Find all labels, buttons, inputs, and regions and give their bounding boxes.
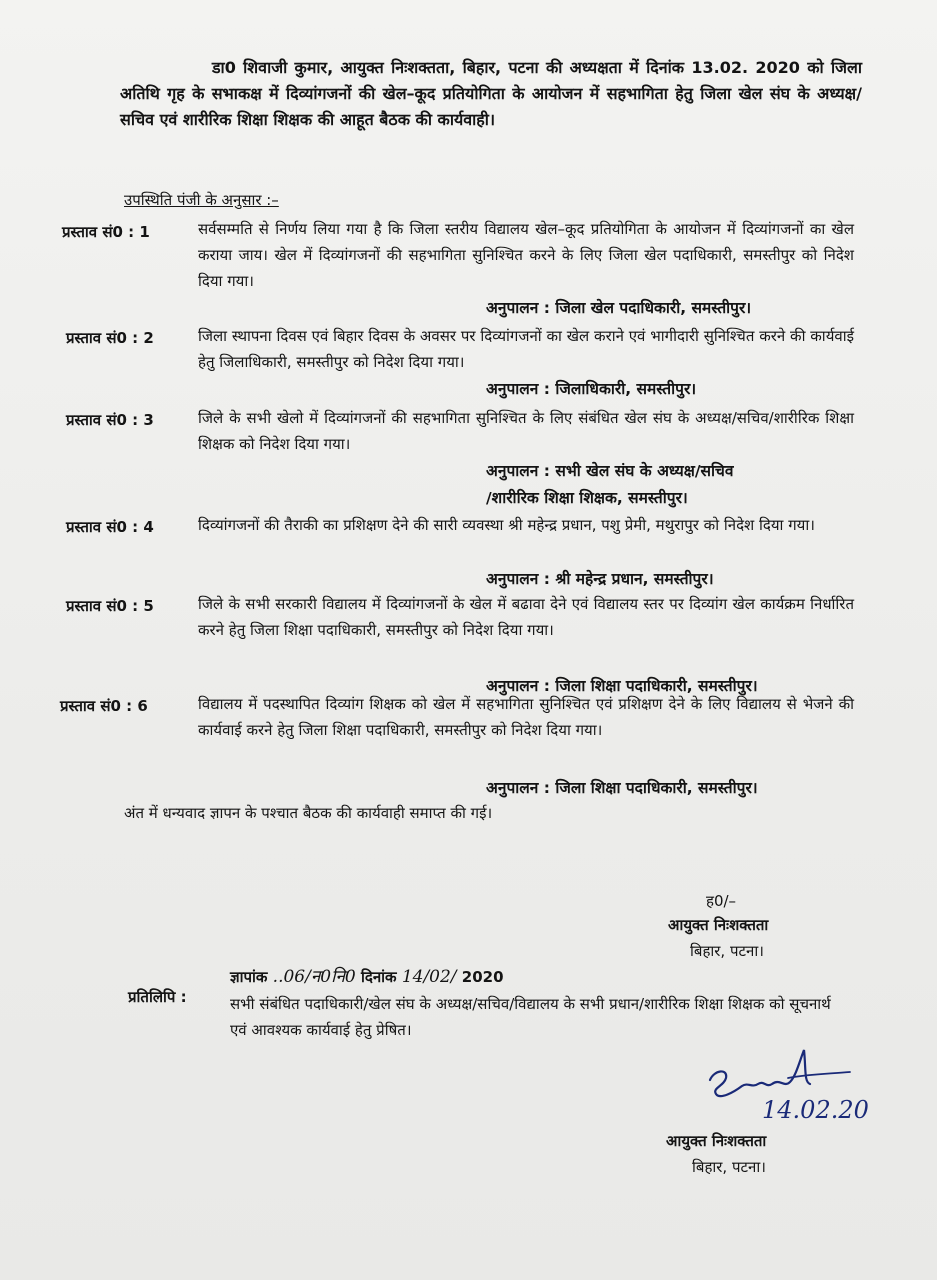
resolution-label: प्रस्ताव सं0 : 4	[66, 518, 154, 536]
signatory-place: बिहार, पटना।	[690, 942, 764, 960]
memo-number-label: ज्ञापांक	[230, 968, 268, 986]
resolution-text: विद्यालय में पदस्थापित दिव्यांग शिक्षक को खेल में सहभागिता सुनिश्चित एवं प्रशिक्षण देने के लिए विद्यालय से भेजने की कार्यवाई करने हेतु जिला शिक्षा पदाधिकारी, समस्तीपुर को निदेश दिया गया।	[198, 695, 854, 739]
memo-line	[230, 964, 504, 987]
compliance-line: अनुपालन : जिला शिक्षा पदाधिकारी, समस्तीपुर।	[486, 677, 758, 695]
handwritten-signature	[700, 1038, 890, 1128]
footer-signatory-place: बिहार, पटना।	[692, 1158, 766, 1176]
resolution-text: जिला स्थापना दिवस एवं बिहार दिवस के अवसर पर दिव्यांगजनों का खेल कराने एवं भागीदारी सुनिश्चित करने की कार्यवाई हेतु जिलाधिकारी, समस्तीपुर को निदेश दिया गया।	[198, 327, 854, 371]
memo-date-label: दिनांक	[360, 968, 397, 986]
resolution-label: प्रस्ताव सं0 : 5	[66, 597, 154, 615]
memo-date: 14/02/	[401, 967, 457, 987]
compliance-line: अनुपालन : जिला खेल पदाधिकारी, समस्तीपुर।	[486, 299, 752, 317]
compliance-line-cont: /शारीरिक शिक्षा शिक्षक, समस्तीपुर।	[486, 489, 688, 507]
resolution-text: दिव्यांगजनों की तैराकी का प्रशिक्षण देने की सारी व्यवस्था श्री महेन्द्र प्रधान, पशु प्रेमी, मथुरापुर को निदेश दिया गया।	[198, 516, 815, 534]
compliance-line: अनुपालन : जिलाधिकारी, समस्तीपुर।	[486, 380, 697, 398]
resolution-label: प्रस्ताव सं0 : 6	[60, 697, 148, 715]
resolution-text: जिले के सभी खेलो में दिव्यांगजनों की सहभागिता सुनिश्चित के लिए संबंधित खेल संघ के अध्यक्ष/सचिव/शारीरिक शिक्षा शिक्षक को निदेश दिया गया।	[198, 409, 854, 453]
footer-signatory-title: आयुक्त निःशक्तता	[666, 1132, 767, 1150]
resolution-text: जिले के सभी सरकारी विद्यालय में दिव्यांगजनों के खेल में बढावा देने एवं विद्यालय स्तर पर दिव्यांग खेल कार्यक्रम निर्धारित करने हेतु जिला शिक्षा पदाधिकारी, समस्तीपुर को निदेश दिया गया।	[198, 595, 854, 639]
resolution-label: प्रस्ताव सं0 : 2	[66, 329, 154, 347]
copy-text: सभी संबंधित पदाधिकारी/खेल संघ के अध्यक्ष/सचिव/विद्यालय के सभी प्रधान/शारीरिक शिक्षा शिक्षक को सूचनार्थ एवं आवश्यक कार्यवाई हेतु प्रेषित।	[230, 995, 831, 1039]
meeting-intro: डा0 शिवाजी कुमार, आयुक्त निःशक्तता, बिहार, पटना की अध्यक्षता में दिनांक 13.02. 2020 को जिला अतिथि गृह के सभाकक्ष में दिव्यांगजनों की खेल–कूद प्रतियोगिता के आयोजन में सहभागिता हेतु जिला खेल संघ के अध्यक्ष/सचिव एवं शारीरिक शिक्षा शिक्षक की आहूत बैठक की कार्यवाही।	[120, 58, 862, 129]
memo-number: ..06/न0नि0	[272, 967, 356, 987]
compliance-line: अनुपालन : श्री महेन्द्र प्रधान, समस्तीपुर।	[486, 570, 714, 588]
compliance-line: अनुपालन : जिला शिक्षा पदाधिकारी, समस्तीपुर।	[486, 779, 758, 797]
signatory-title: आयुक्त निःशक्तता	[668, 916, 769, 934]
memo-year: 2020	[461, 968, 504, 986]
resolution-label: प्रस्ताव सं0 : 3	[66, 411, 154, 429]
copy-label: प्रतिलिपि :	[128, 988, 187, 1006]
signed-mark: ह0/–	[706, 892, 737, 910]
signature-date: 14.02.20	[762, 1096, 869, 1124]
closing-statement: अंत में धन्यवाद ज्ञापन के पश्चात बैठक की कार्यवाही समाप्त की गई।	[124, 804, 493, 822]
attendance-heading: उपस्थिति पंजी के अनुसार :–	[124, 191, 279, 209]
resolution-text: सर्वसम्मति से निर्णय लिया गया है कि जिला स्तरीय विद्यालय खेल–कूद प्रतियोगिता के आयोजन में दिव्यांगजनों का खेल कराया जाय। खेल में दिव्यांगजनों की सहभागिता सुनिश्चित करने के लिए जिला खेल पदाधिकारी, समस्तीपुर को निदेश दिया गया।	[198, 220, 854, 290]
resolution-label: प्रस्ताव सं0 : 1	[62, 223, 150, 241]
compliance-line: अनुपालन : सभी खेल संघ के अध्यक्ष/सचिव	[486, 462, 734, 480]
